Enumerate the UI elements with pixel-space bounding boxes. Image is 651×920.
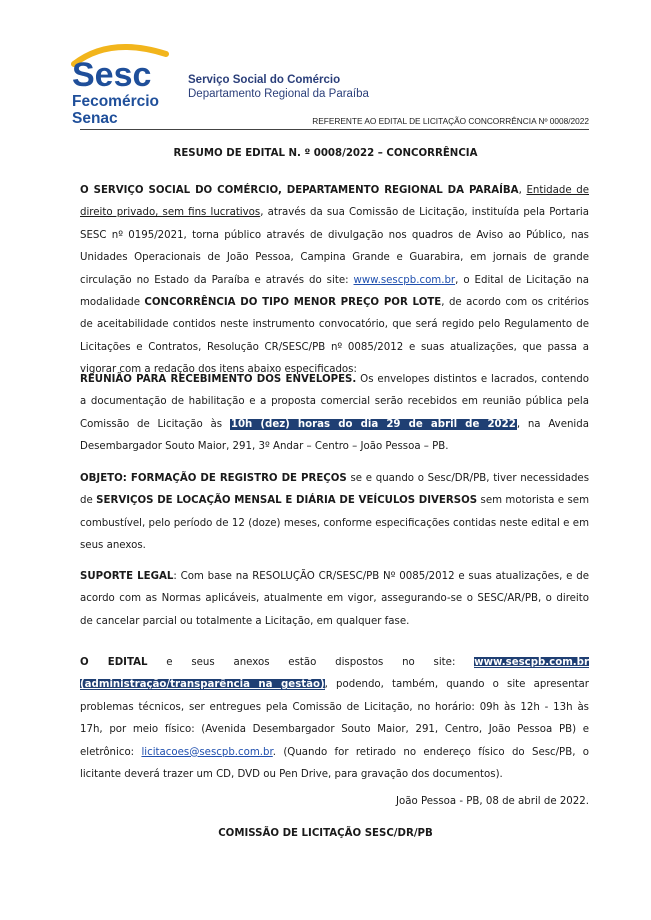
object-bold-lead: OBJETO: FORMAÇÃO DE REGISTRO DE PREÇOS (80, 473, 347, 484)
sesc-logo (70, 38, 170, 128)
intro-text-c: , de acordo com os critérios de aceitabilidade contidos neste instrumento convocatório, que será regido pelo Regulamento de Licitações e Contratos, Resolução CR/SESC/PB nº 0085/2012 e suas atualizações, que passa a vigorar com a redação dos itens abaixo especificados: (80, 297, 589, 376)
reference-line: REFERENTE AO EDITAL DE LICITAÇÃO CONCORRÊNCIA Nº 0008/2022 (312, 116, 589, 126)
org-department: Departamento Regional da Paraíba (188, 88, 369, 100)
header-divider (80, 129, 589, 130)
object-bold-service: SERVIÇOS DE LOCAÇÃO MENSAL E DIÁRIA DE VEÍCULOS DIVERSOS (96, 495, 478, 507)
logo-senac-text: Senac (72, 110, 118, 127)
org-name: Serviço Social do Comércio (188, 74, 341, 86)
sesc-logo-graphic (70, 38, 170, 128)
meeting-text-b: , na Avenida Desembargador Souto Maior, 291, 3º Andar – Centro – João Pessoa – PB. (80, 418, 589, 453)
meeting-highlight: 10h (dez) horas do dia 29 de abril de 2022 (230, 418, 516, 430)
paragraph-object (80, 468, 589, 558)
edital-text-a: e seus anexos estão dispostos no site: (147, 657, 475, 668)
object-text-b: sem motorista e sem combustível, pelo período de 12 (doze) meses, conforme especificações contidas neste edital e em seus anexos. (80, 495, 590, 552)
paragraph-meeting (80, 369, 589, 459)
email-link[interactable]: licitacoes@sescpb.com.br (141, 746, 273, 758)
legal-text-a: : Com base na RESOLUÇÃO CR/SESC/PB Nº 0085/2012 e suas atualizações, e de acordo com as Normas aplicáveis, atualmente em vigor, assegurando-se o SESC/AR/PB, o direito de cancelar parcial ou totalmente a Licitação, em qualquer fase. (80, 571, 589, 627)
logo-fecomercio-text: Fecomércio (72, 93, 160, 110)
edital-transparency-text: (administração/transparência na gestão) (80, 679, 325, 691)
legal-bold-lead: SUPORTE LEGAL (80, 571, 174, 582)
meeting-text-a: Os envelopes distintos e lacrados, contendo a documentação de habilitação e a proposta comercial serão recebidos em reunião pública pela Comissão de Licitação às (80, 374, 589, 430)
paragraph-intro (80, 180, 589, 382)
edital-bold-lead: O EDITAL (80, 657, 148, 668)
edital-text-c: . (Quando for retirado no endereço físico do Sesc/PB, o licitante deverá trazer um CD, DVD ou Pen Drive, para gravação dos documentos). (80, 746, 589, 781)
paragraph-legal (80, 566, 589, 633)
org-heading (188, 73, 369, 101)
intro-underlined: Entidade de direito privado, sem fins lucrativos (80, 185, 589, 219)
object-text-a: se e quando o Sesc/DR/PB, tiver necessidades de (80, 473, 589, 507)
meeting-bold-lead: REUNIÃO PARA RECEBIMENTO DOS ENVELOPES. (80, 374, 357, 385)
document-title: RESUMO DE EDITAL N. º 0008/2022 – CONCORRÊNCIA (173, 148, 478, 159)
intro-text-b: , o Edital de Licitação na modalidade (80, 274, 589, 309)
intro-bold-modality: CONCORRÊNCIA DO TIPO MENOR PREÇO POR LOTE (144, 297, 442, 309)
intro-text-a: , através da sua Comissão de Licitação, instituída pela Portaria SESC nº 0195/2021, torna público através de divulgação nos quadros de Aviso ao Público, nas Unidades Operacionais de João Pessoa, Campina Grande e Guarabira, em jornais de grande circulação no Estado da Paraíba e através do site: (80, 207, 589, 286)
intro-sep: , (518, 185, 527, 196)
site-link[interactable]: www.sescpb.com.br (353, 274, 456, 286)
logo-sesc-text: Sesc (72, 56, 152, 94)
edital-site-link[interactable]: www.sescpb.com.br (474, 657, 589, 668)
edital-text-b: , podendo, também, quando o site apresentar problemas técnicos, ser entregues pela Comissão de Licitação, no horário: 09h às 12h - 13h às 17h, por meio físico: (Avenida Desembargador Souto Maior, 291, Centro, João Pessoa PB) e eletrônico: (80, 679, 589, 758)
signature: COMISSÃO DE LICITAÇÃO SESC/DR/PB (218, 828, 433, 839)
intro-bold-lead: O SERVIÇO SOCIAL DO COMÉRCIO, DEPARTAMENTO REGIONAL DA PARAÍBA (80, 185, 519, 196)
place-date: João Pessoa - PB, 08 de abril de 2022. (396, 796, 589, 807)
paragraph-edital (80, 652, 589, 786)
